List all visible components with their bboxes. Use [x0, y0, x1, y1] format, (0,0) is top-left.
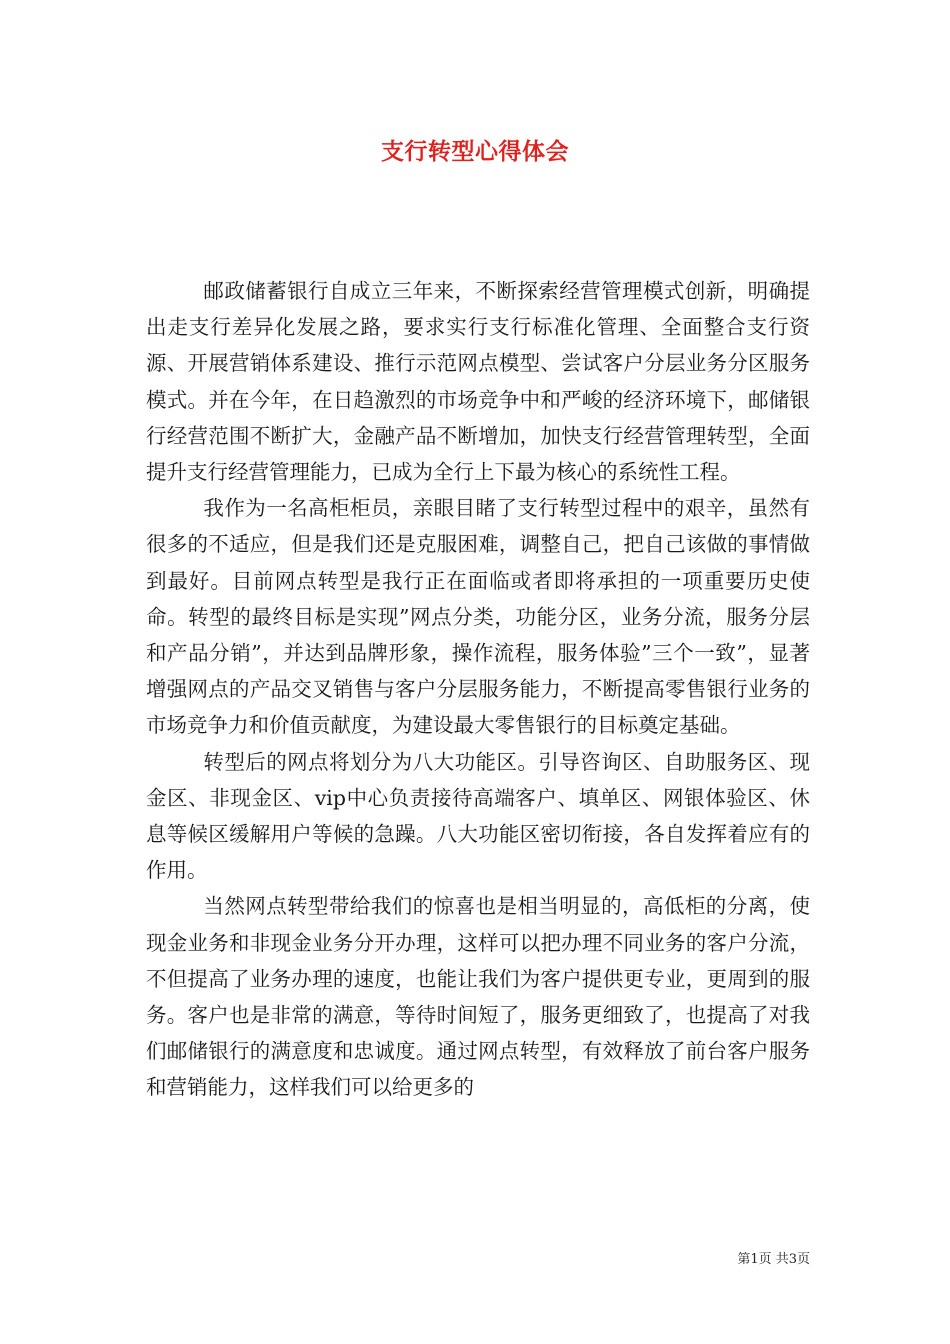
paragraph: 当然网点转型带给我们的惊喜也是相当明显的，高低柜的分离，使现金业务和非现金业务分开办理，这样可以把办理不同业务的客户分流，不但提高了业务办理的速度，也能让我们为客户提供更专业，更周到的服务。客户也是非常的满意，等待时间短了，服务更细致了，也提高了对我们邮储银行的满意度和忠诚度。通过网点转型，有效释放了前台客户服务和营销能力，这样我们可以给更多的: [146, 894, 810, 1100]
paragraph: 我作为一名高柜柜员，亲眼目睹了支行转型过程中的艰辛，虽然有很多的不适应，但是我们还是克服困难，调整自己，把自己该做的事情做到最好。目前网点转型是我行正在面临或者即将承担的一项重要历史使命。转型的最终目标是实现”网点分类，功能分区，业务分流，服务分层和产品分销”，并达到品牌形象，操作流程，服务体验”三个一致”，显著增强网点的产品交叉销售与客户分层服务能力，不断提高零售银行业务的市场竞争力和价值贡献度，为建设最大零售银行的目标奠定基础。: [146, 496, 810, 738]
document-title: 支行转型心得体会: [381, 138, 569, 165]
page-number-footer: 第1页 共3页: [737, 1252, 810, 1267]
paragraph: 转型后的网点将划分为八大功能区。引导咨询区、自助服务区、现金区、非现金区、vip中心负责接待高端客户、填单区、网银体验区、休息等候区缓解用户等候的急躁。八大功能区密切衔接，各自发挥着应有的作用。: [146, 749, 810, 883]
paragraph: 邮政储蓄银行自成立三年来，不断探索经营管理模式创新，明确提出走支行差异化发展之路，要求实行支行标准化管理、全面整合支行资源、开展营销体系建设、推行示范网点模型、尝试客户分层业务分区服务模式。并在今年，在日趋激烈的市场竞争中和严峻的经济环境下，邮储银行经营范围不断扩大，金融产品不断增加，加快支行经营管理转型，全面提升支行经营管理能力，已成为全行上下最为核心的系统性工程。: [146, 279, 810, 485]
document-body: [146, 273, 810, 1106]
